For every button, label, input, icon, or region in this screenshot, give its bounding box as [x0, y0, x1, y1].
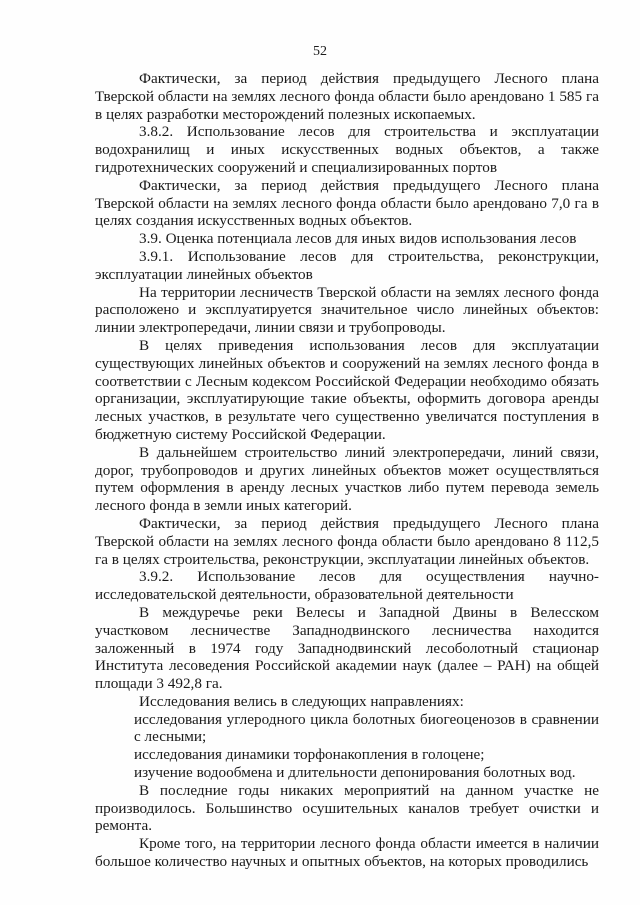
paragraph: Исследования велись в следующих направлениях: — [139, 692, 464, 710]
list-item: изучение водообмена и длительности депонирования болотных вод. — [134, 764, 576, 782]
section-heading: 3.8.2. Использование лесов для строительства и эксплуатации водохранилищ и иных искусственных водных объектов, а также гидротехнических сооружений и специализированных портов — [95, 123, 599, 176]
section-heading: 3.9.2. Использование лесов для осуществления научно-исследовательской деятельности, образовательной деятельности — [95, 568, 599, 604]
paragraph: Фактически, за период действия предыдущего Лесного плана Тверской области на землях лесного фонда области было арендовано 7,0 га в целях создания искусственных водных объектов. — [95, 176, 599, 230]
paragraph: На территории лесничеств Тверской области на землях лесного фонда расположено и эксплуатируется значительное число линейных объектов: линии электропередачи, линии связи и трубопроводы. — [95, 283, 599, 337]
paragraph: В междуречье реки Велесы и Западной Двины в Велесском участковом лесничестве Западнодвинского лесничества находится заложенный в 1974 году Западнодвинский лесоболотный стационар Института лесоведения Российской академии наук (далее – РАН) на общей площади 3 492,8 га. — [95, 603, 599, 693]
paragraph: Кроме того, на территории лесного фонда области имеется в наличии большое количество научных и опытных объектов, на которых проводились — [95, 835, 599, 871]
paragraph: Фактически, за период действия предыдущего Лесного плана Тверской области на землях лесного фонда области было арендовано 8 112,5 га в целях строительства, реконструкции, эксплуатации линейных объектов. — [95, 514, 599, 568]
section-heading: 3.9. Оценка потенциала лесов для иных видов использования лесов — [139, 230, 577, 248]
paragraph: В последние годы никаких мероприятий на данном участке не производилось. Большинство осушительных каналов требует очистки и ремонта. — [95, 781, 599, 835]
paragraph: Фактически, за период действия предыдущего Лесного плана Тверской области на землях лесного фонда области было арендовано 1 585 га в целях разработки месторождений полезных ископаемых. — [95, 70, 599, 123]
section-heading: 3.9.1. Использование лесов для строительства, реконструкции, эксплуатации линейных объектов — [95, 247, 599, 283]
list-item: исследования углеродного цикла болотных биогеоценозов в сравнении с лесными; — [134, 710, 599, 746]
paragraph: В дальнейшем строительство линий электропередачи, линий связи, дорог, трубопроводов и других линейных объектов может осуществляться путем оформления в аренду лесных участков либо путем перевода земель лесного фонда в земли иных категорий. — [95, 443, 599, 515]
page-number: 52 — [313, 44, 327, 59]
paragraph: В целях приведения использования лесов для эксплуатации существующих линейных объектов и сооружений на землях лесного фонда в соответствии с Лесным кодексом Российской Федерации необходимо обязать организации, эксплуатирующие такие объекты, оформить договора аренды лесных участков, в результате чего существенно увеличатся поступления в бюджетную систему Российской Федерации. — [95, 336, 599, 443]
body-text — [95, 70, 599, 871]
list-item: исследования динамики торфонакопления в голоцене; — [134, 746, 485, 764]
